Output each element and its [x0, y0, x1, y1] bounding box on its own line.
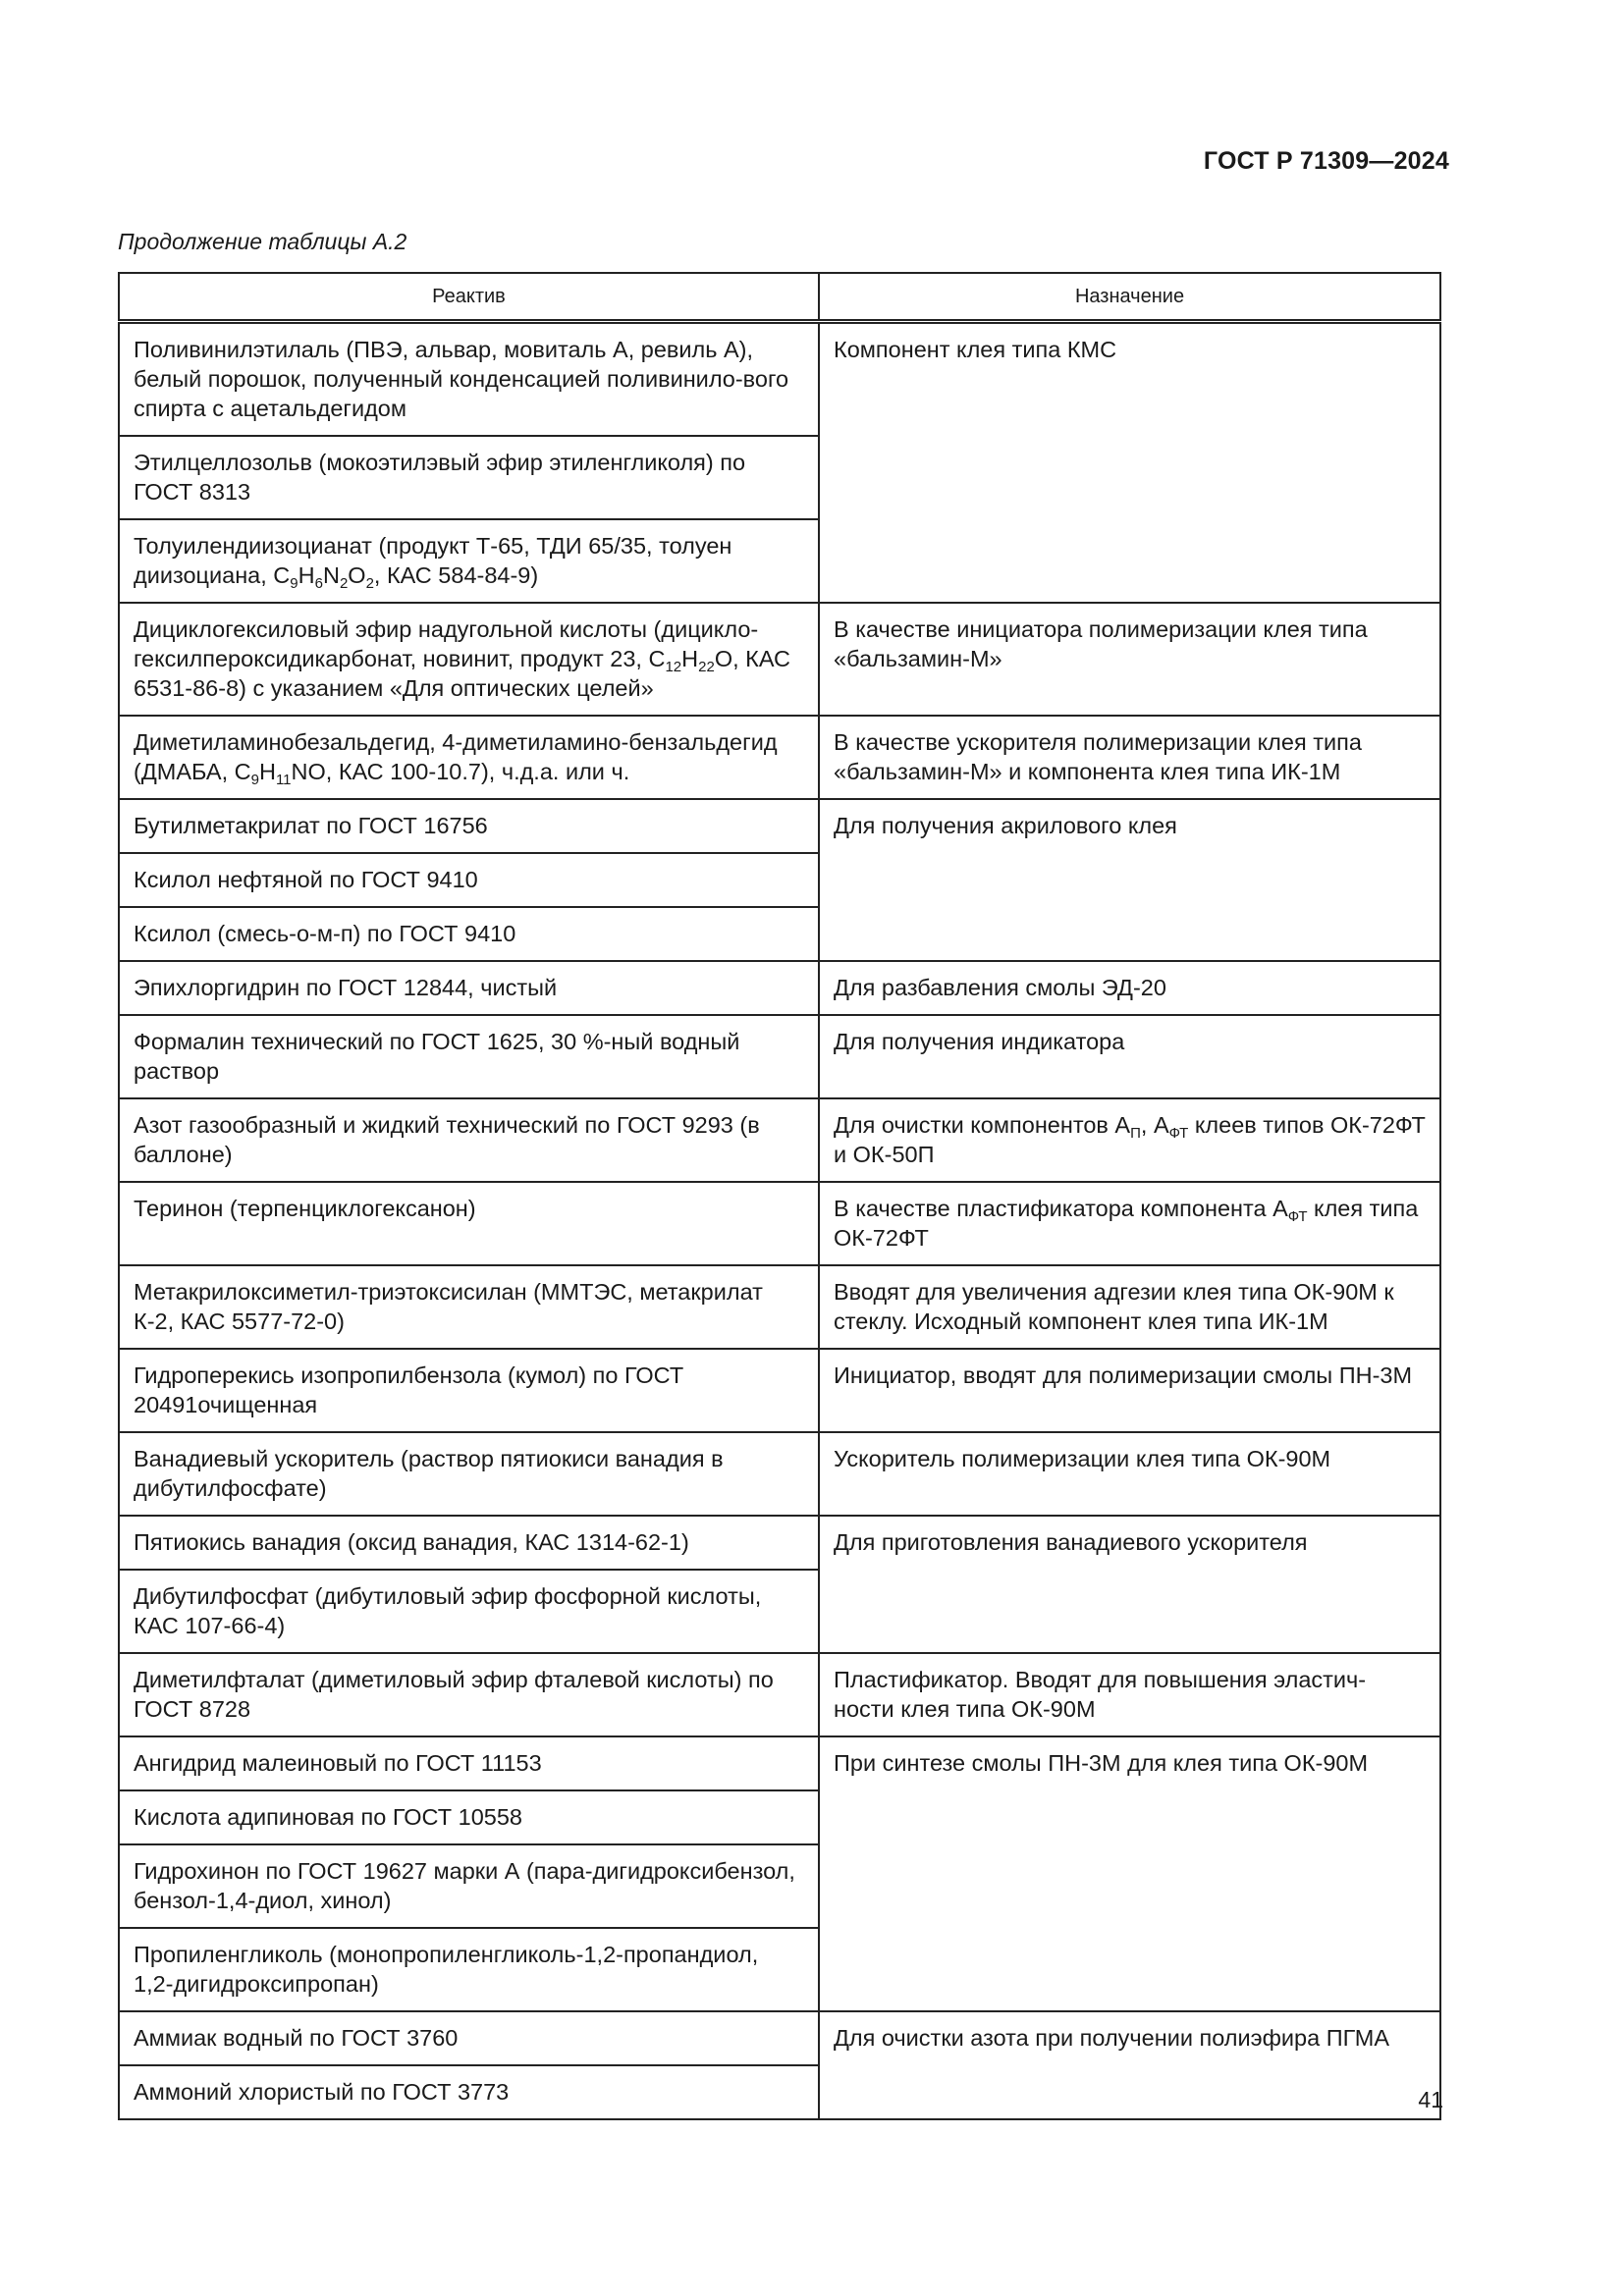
- subscript: 22: [698, 659, 715, 675]
- subscript: 2: [365, 575, 374, 592]
- reagent-cell: Эпихлоргидрин по ГОСТ 12844, чистый: [119, 961, 819, 1015]
- reagent-cell: Дибутилфосфат (дибутиловый эфир фосфорной кислоты, КАС 107-66-4): [119, 1570, 819, 1653]
- reagent-cell: [119, 603, 819, 716]
- table-row: [119, 1098, 1440, 1182]
- reagent-cell: Ксилол нефтяной по ГОСТ 9410: [119, 853, 819, 907]
- reagent-text: NO, КАС 100-10.7), ч.д.а. или ч.: [291, 759, 630, 784]
- subscript: П: [1130, 1125, 1141, 1142]
- table-row: [119, 799, 1440, 853]
- subscript: 11: [275, 772, 292, 788]
- purpose-cell: Пластификатор. Вводят для повышения эластич-ности клея типа ОК-90М: [819, 1653, 1440, 1736]
- reagent-text: H: [681, 646, 699, 671]
- subscript: 9: [250, 772, 259, 788]
- reagent-cell: Азот газообразный и жидкий технический по ГОСТ 9293 (в баллоне): [119, 1098, 819, 1182]
- page-number: 41: [1418, 2087, 1443, 2112]
- table-row: [119, 716, 1440, 799]
- purpose-cell: Для приготовления ванадиевого ускорителя: [819, 1516, 1440, 1653]
- reagent-cell: Диметилфталат (диметиловый эфир фталевой кислоты) по ГОСТ 8728: [119, 1653, 819, 1736]
- reagent-cell: Поливинилэтилаль (ПВЭ, альвар, мовиталь А, ревиль А), белый порошок, полученный конденсацией поливинило-вого спирта с ацетальдегидом: [119, 322, 819, 437]
- subscript: 12: [665, 659, 682, 675]
- subscript: ФТ: [1168, 1125, 1189, 1142]
- table-row: [119, 1736, 1440, 1790]
- table-row: [119, 961, 1440, 1015]
- purpose-text: , А: [1140, 1112, 1169, 1138]
- reagent-text: H: [298, 562, 315, 588]
- reagent-text: H: [258, 759, 276, 784]
- reagent-cell: [119, 519, 819, 603]
- purpose-cell: [819, 1098, 1440, 1182]
- reagent-cell: Метакрилоксиметил-триэтоксисилан (ММТЭС, метакрилат К-2, КАС 5577-72-0): [119, 1265, 819, 1349]
- reagent-text: N: [322, 562, 340, 588]
- table-row: [119, 1349, 1440, 1432]
- purpose-cell: Инициатор, вводят для полимеризации смолы ПН-3М: [819, 1349, 1440, 1432]
- table-row: [119, 1182, 1440, 1265]
- reagent-cell: Формалин технический по ГОСТ 1625, 30 %-ный водный раствор: [119, 1015, 819, 1098]
- reagent-cell: Пятиокись ванадия (оксид ванадия, КАС 1314-62-1): [119, 1516, 819, 1570]
- subscript: 6: [314, 575, 323, 592]
- table-caption: Продолжение таблицы А.2: [118, 229, 407, 254]
- table-row: [119, 1265, 1440, 1349]
- document-code: ГОСТ Р 71309—2024: [1203, 147, 1449, 175]
- reagent-cell: Ангидрид малеиновый по ГОСТ 11153: [119, 1736, 819, 1790]
- purpose-text: Для очистки компонентов А: [834, 1112, 1131, 1138]
- reagent-cell: Ксилол (смесь-о-м-п) по ГОСТ 9410: [119, 907, 819, 961]
- reagent-cell: Этилцеллозольв (мокоэтилэвый эфир этиленгликоля) по ГОСТ 8313: [119, 436, 819, 519]
- table-row: [119, 603, 1440, 716]
- reagent-text: O, КАС 6531-86-8) с указанием «Для оптических целей»: [134, 646, 790, 701]
- reagent-cell: Теринон (терпенциклогексанон): [119, 1182, 819, 1265]
- purpose-text: клеев типов ОК-72ФТ и ОК-50П: [834, 1112, 1426, 1167]
- purpose-cell: Для получения акрилового клея: [819, 799, 1440, 961]
- column-header-purpose: Назначение: [819, 273, 1440, 322]
- reagent-cell: Гидрохинон по ГОСТ 19627 марки А (пара-дигидроксибензол, бензол-1,4-диол, хинол): [119, 1844, 819, 1928]
- table-header-row: [119, 273, 1440, 322]
- reagent-cell: Пропиленгликоль (монопропиленгликоль-1,2-пропандиол, 1,2-дигидроксипропан): [119, 1928, 819, 2011]
- reagent-text: Диметиламинобезальдегид, 4-диметиламино-бензальдегид (ДМАБА, C: [134, 729, 778, 784]
- purpose-cell: В качестве ускорителя полимеризации клея типа «бальзамин-М» и компонента клея типа ИК-1М: [819, 716, 1440, 799]
- subscript: 2: [339, 575, 349, 592]
- table-row: [119, 1516, 1440, 1570]
- reagent-cell: Аммиак водный по ГОСТ 3760: [119, 2011, 819, 2065]
- purpose-cell: Ускоритель полимеризации клея типа ОК-90М: [819, 1432, 1440, 1516]
- reagent-cell: Аммоний хлористый по ГОСТ 3773: [119, 2065, 819, 2119]
- table-row: [119, 1015, 1440, 1098]
- reagent-cell: Гидроперекись изопропилбензола (кумол) по ГОСТ 20491очищенная: [119, 1349, 819, 1432]
- purpose-cell: Вводят для увеличения адгезии клея типа ОК-90М к стеклу. Исходный компонент клея типа ИК-1М: [819, 1265, 1440, 1349]
- table-row: [119, 1653, 1440, 1736]
- subscript: ФТ: [1287, 1208, 1308, 1225]
- purpose-cell: Для получения индикатора: [819, 1015, 1440, 1098]
- purpose-cell: [819, 1182, 1440, 1265]
- purpose-text: В качестве пластификатора компонента А: [834, 1196, 1288, 1221]
- purpose-text: клея типа ОК-72ФТ: [834, 1196, 1419, 1251]
- reagent-cell: Ванадиевый ускоритель (раствор пятиокиси ванадия в дибутилфосфате): [119, 1432, 819, 1516]
- purpose-cell: В качестве инициатора полимеризации клея типа «бальзамин-М»: [819, 603, 1440, 716]
- table-row: [119, 2011, 1440, 2065]
- reagent-cell: Кислота адипиновая по ГОСТ 10558: [119, 1790, 819, 1844]
- table-row: [119, 322, 1440, 437]
- reagents-table: [118, 272, 1441, 2120]
- purpose-cell: Для очистки азота при получении полиэфира ПГМА: [819, 2011, 1440, 2119]
- purpose-cell: Компонент клея типа КМС: [819, 322, 1440, 604]
- purpose-cell: Для разбавления смолы ЭД-20: [819, 961, 1440, 1015]
- table-row: [119, 1432, 1440, 1516]
- reagent-text: Толуилендиизоцианат (продукт Т-65, ТДИ 65/35, толуен диизоциана, C: [134, 533, 732, 588]
- reagent-text: , КАС 584-84-9): [373, 562, 539, 588]
- purpose-cell: При синтезе смолы ПН-3М для клея типа ОК-90М: [819, 1736, 1440, 2011]
- reagent-cell: [119, 716, 819, 799]
- reagent-text: O: [348, 562, 366, 588]
- reagent-cell: Бутилметакрилат по ГОСТ 16756: [119, 799, 819, 853]
- reagent-text: Дициклогексиловый эфир надугольной кислоты (дицикло-гексилпероксидикарбонат, новинит, продукт 23, C: [134, 616, 759, 671]
- column-header-reagent: Реактив: [119, 273, 819, 322]
- subscript: 9: [290, 575, 298, 592]
